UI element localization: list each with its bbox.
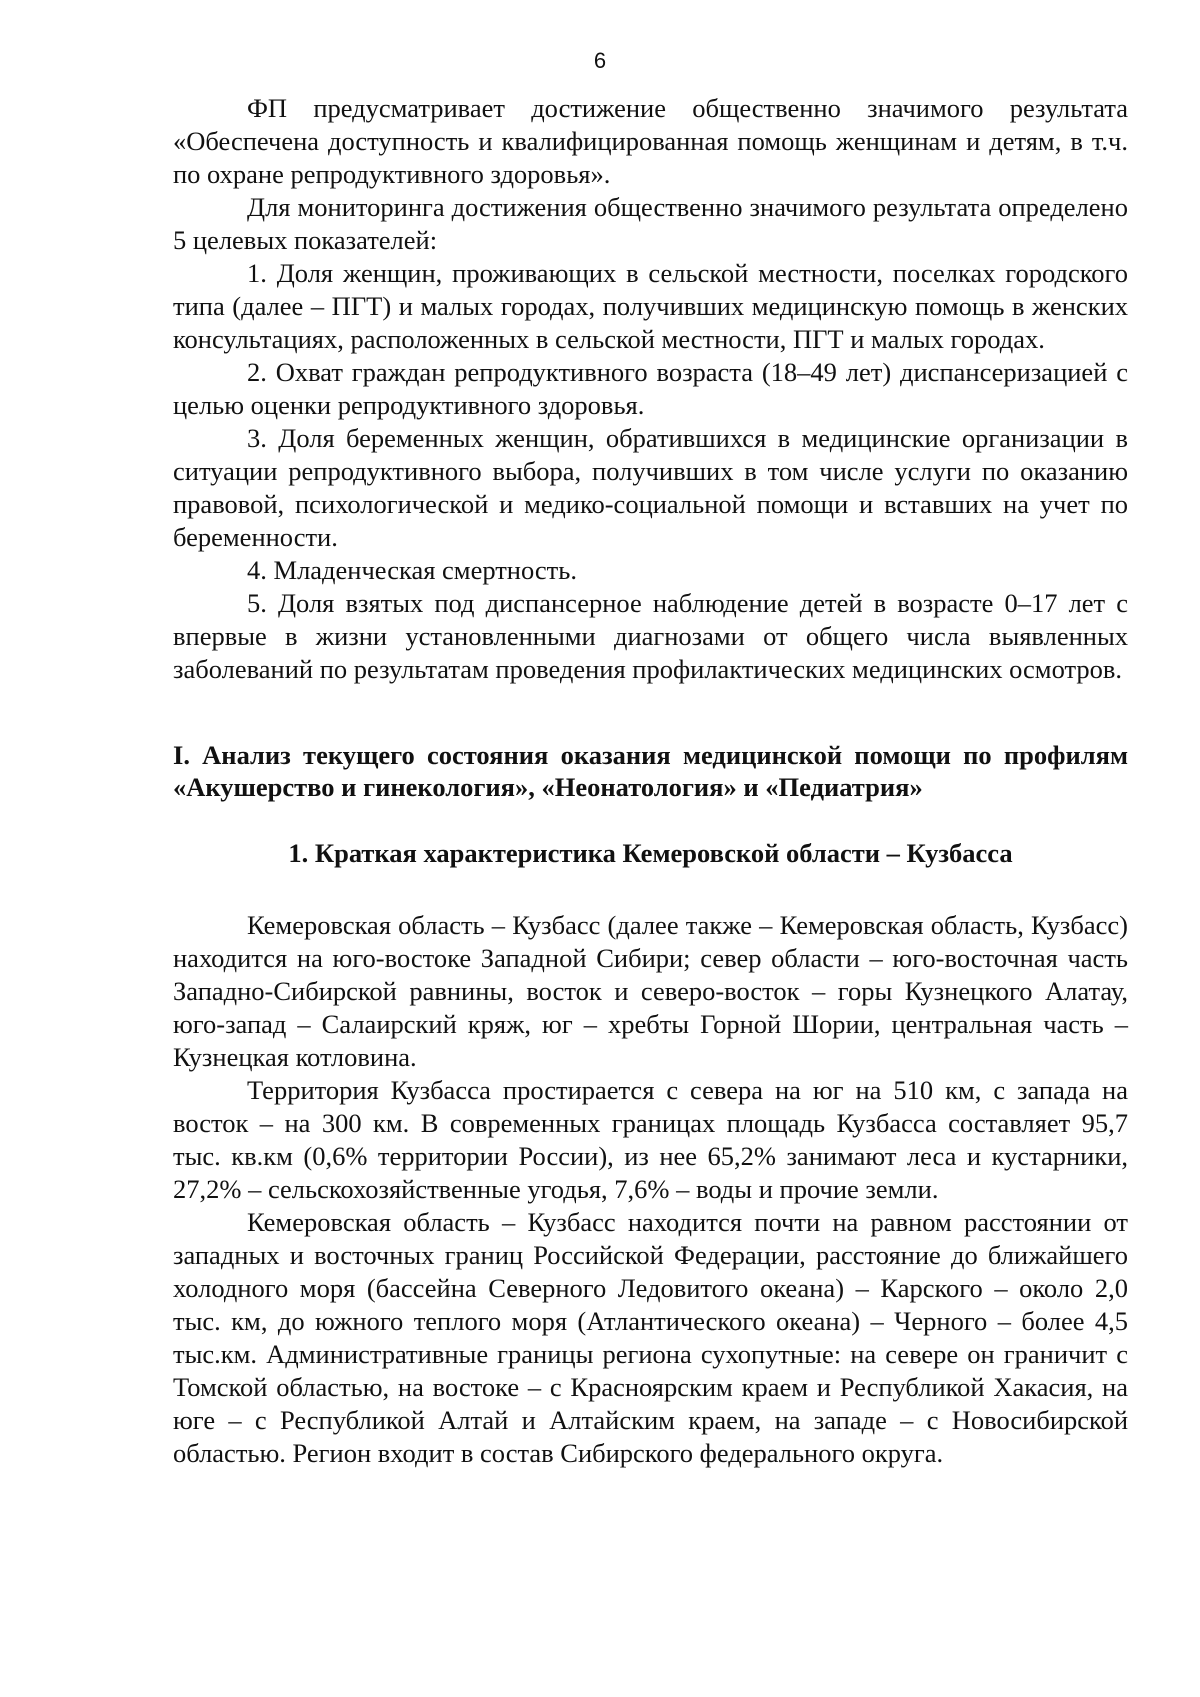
subsection-heading: 1. Краткая характеристика Кемеровской области – Кузбасса [288, 838, 1013, 868]
indicator-item: 1. Доля женщин, проживающих в сельской местности, поселках городского типа (далее – ПГТ) и малых городах, получивших медицинскую помощь в женских консультациях, расположенных в сельской местности, ПГТ и малых городах. [173, 258, 1128, 354]
intro-paragraph: ФП предусматривает достижение общественно значимого результата «Обеспечена доступность и квалифицированная помощь женщинам и детям, в т.ч. по охране репродуктивного здоровья». [173, 93, 1128, 189]
body-paragraph: Кемеровская область – Кузбасс находится почти на равном расстоянии от западных и восточных границ Российской Федерации, расстояние до ближайшего холодного моря (бассейна Северного Ледовитого океана) – Карского – около 2,0 тыс. км, до южного теплого моря (Атлантического океана) – Черного – более 4,5 тыс.км. Административные границы региона сухопутные: на севере он граничит с Томской областью, на востоке – с Красноярским краем и Республикой Хакасия, на юге – с Республикой Алтай и Алтайским краем, на западе – с Новосибирской областью. Регион входит в состав Сибирского федерального округа. [173, 1207, 1128, 1468]
page-number: 6 [593, 48, 607, 73]
indicator-item: 3. Доля беременных женщин, обратившихся в медицинские организации в ситуации репродуктивного выбора, получивших в том числе услуги по оказанию правовой, психологической и медико-социальной помощи и вставших на учет по беременности. [173, 423, 1128, 552]
document-body [173, 92, 1128, 1470]
body-paragraph: Кемеровская область – Кузбасс (далее также – Кемеровская область, Кузбасс) находится на юго-востоке Западной Сибири; север области – юго-восточная часть Западно-Сибирской равнины, восток и северо-восток – горы Кузнецкого Алатау, юго-запад – Салаирский кряж, юг – хребты Горной Шории, центральная часть – Кузнецкая котловина. [173, 910, 1128, 1072]
indicator-item: 4. Младенческая смертность. [247, 555, 577, 585]
indicator-item: 5. Доля взятых под диспансерное наблюдение детей в возрасте 0–17 лет с впервые в жизни установленными диагнозами от общего числа выявленных заболеваний по результатам проведения профилактических медицинских осмотров. [173, 588, 1128, 684]
indicator-item: 2. Охват граждан репродуктивного возраста (18–49 лет) диспансеризацией с целью оценки репродуктивного здоровья. [173, 357, 1128, 420]
intro-paragraph: Для мониторинга достижения общественно значимого результата определено 5 целевых показателей: [173, 192, 1128, 255]
body-paragraph: Территория Кузбасса простирается с севера на юг на 510 км, с запада на восток – на 300 км. В современных границах площадь Кузбасса составляет 95,7 тыс. кв.км (0,6% территории России), из нее 65,2% занимают леса и кустарники, 27,2% – сельскохозяйственные угодья, 7,6% – воды и прочие земли. [173, 1075, 1128, 1204]
section-heading: I. Анализ текущего состояния оказания медицинской помощи по профилям «Акушерство и гинекология», «Неонатология» и «Педиатрия» [173, 740, 1128, 802]
